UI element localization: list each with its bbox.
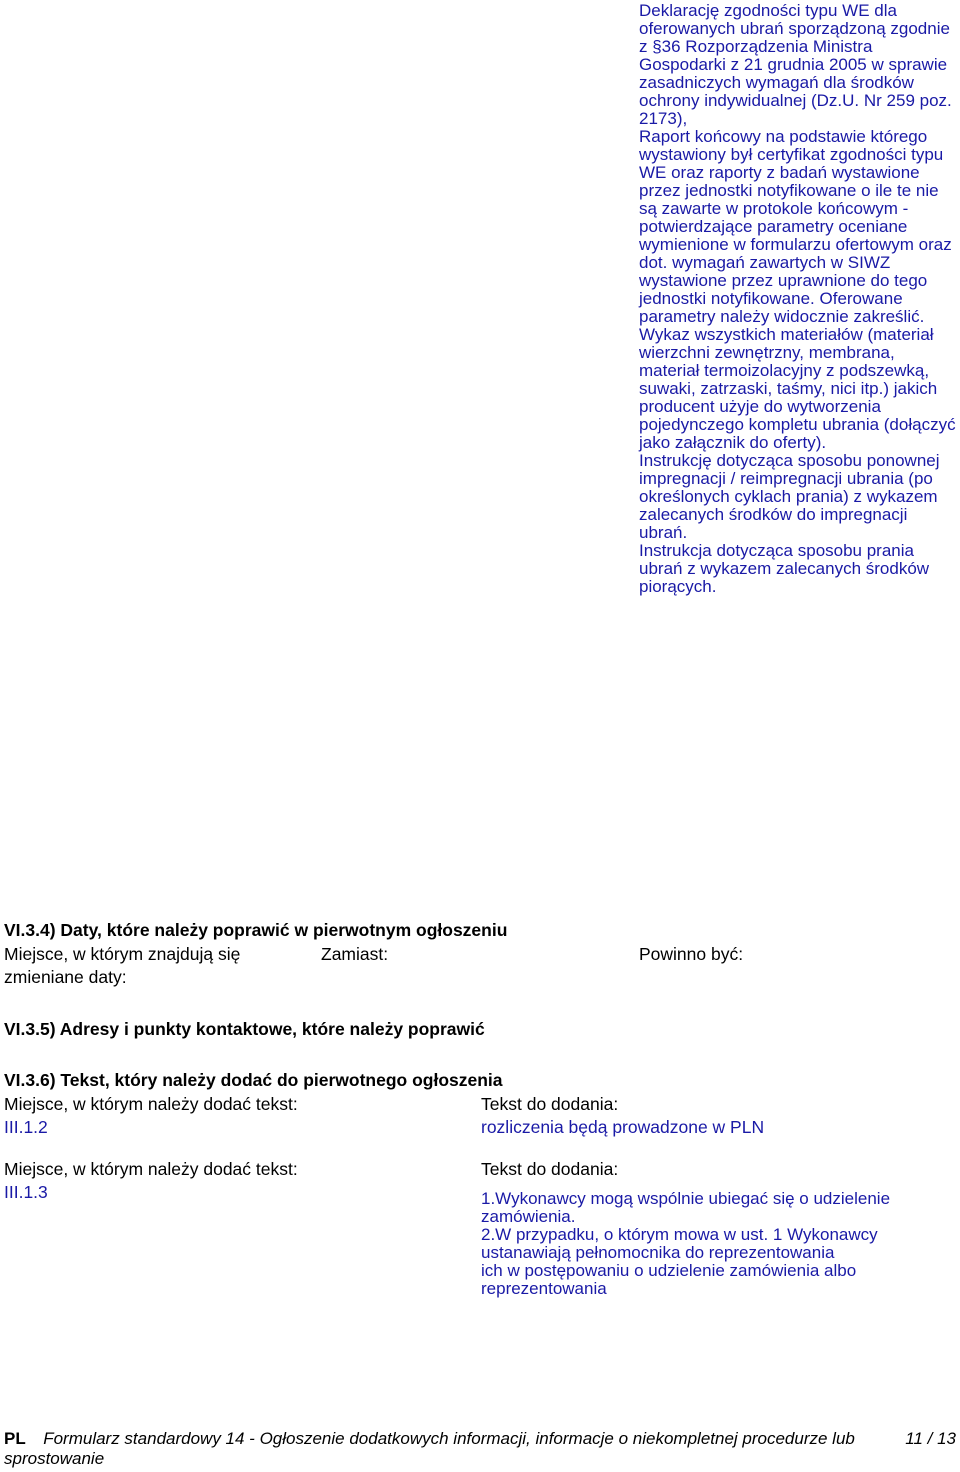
add-place-label: Miejsce, w którym należy dodać tekst: <box>4 1159 298 1179</box>
add-place-value: III.1.3 <box>4 1182 48 1202</box>
add-place-label: Miejsce, w którym należy dodać tekst: <box>4 1094 298 1114</box>
add-text-line: ich w postępowaniu o udzielenie zamówienia albo reprezentowania <box>481 1261 857 1298</box>
section-vi35-heading: VI.3.5) Adresy i punkty kontaktowe, które należy poprawić <box>4 1019 485 1039</box>
should-be-label: Powinno być: <box>639 944 744 964</box>
add-place-value: III.1.2 <box>4 1117 48 1137</box>
dates-place-label-line2: zmieniane daty: <box>4 967 127 987</box>
footer-page-number: 11 / 13 <box>905 1429 956 1448</box>
section-vi36-heading: VI.3.6) Tekst, który należy dodać do pierwotnego ogłoszenia <box>4 1070 503 1090</box>
section-vi34-heading: VI.3.4) Daty, które należy poprawić w pierwotnym ogłoszeniu <box>4 920 508 940</box>
add-text-label: Tekst do dodania: <box>481 1094 619 1114</box>
right-column-text <box>639 0 959 596</box>
materials-list-paragraph: Wykaz wszystkich materiałów (materiał wierzchni zewnętrzny, membrana, materiał termoizolacyjny z podszewką, suwaki, zatrzaski, taśmy, nici itp.) jakich producent użyje do wytworzenia pojedynczego kompletu ubrania (dołączyć jako załącznik do oferty). <box>639 325 956 452</box>
add-text-block <box>481 1190 951 1298</box>
footer-form-title: Formularz standardowy 14 - Ogłoszenie dodatkowych informacji, informacje o niekompletnej procedurze lub sprostowanie <box>4 1429 855 1468</box>
washing-instruction-paragraph: Instrukcja dotycząca sposobu prania ubrań z wykazem zalecanych środków piorących. <box>639 541 930 596</box>
page-footer <box>4 1429 956 1469</box>
add-text-label: Tekst do dodania: <box>481 1159 619 1179</box>
instead-label: Zamiast: <box>321 944 389 964</box>
declaration-paragraph: Deklarację zgodności typu WE dla oferowanych ubrań sporządzoną zgodnie z §36 Rozporządzenia Ministra Gospodarki z 21 grudnia 2005 w sprawie zasadniczych wymagań dla środków ochrony indywidualnej (Dz.U. Nr 259 poz. 2173), <box>639 1 952 128</box>
add-text-value: rozliczenia będą prowadzone w PLN <box>481 1117 765 1137</box>
dates-place-label-line1: Miejsce, w którym znajdują się <box>4 944 241 964</box>
add-text-line: 1.Wykonawcy mogą wspólnie ubiegać się o udzielenie zamówienia. <box>481 1189 891 1226</box>
final-report-paragraph: Raport końcowy na podstawie którego wystawiony był certyfikat zgodności typu WE oraz raporty z badań wystawione przez jednostki notyfikowane o ile te nie są zawarte w protokole końcowym - potwierdzające parametry oceniane wymienione w formularzu ofertowym oraz dot. wymagań zawartych w SIWZ wystawione przez uprawnione do tego jednostki notyfikowane. Oferowane parametry należy widocznie zakreślić. <box>639 127 952 326</box>
footer-language: PL <box>4 1429 26 1448</box>
impregnation-instruction-paragraph: Instrukcję dotycząca sposobu ponownej impregnacji / reimpregnacji ubrania (po określonych cyklach prania) z wykazem zalecanych środków do impregnacji ubrań. <box>639 451 940 542</box>
add-text-line: 2.W przypadku, o którym mowa w ust. 1 Wykonawcy ustanawiają pełnomocnika do reprezentowania <box>481 1225 878 1262</box>
